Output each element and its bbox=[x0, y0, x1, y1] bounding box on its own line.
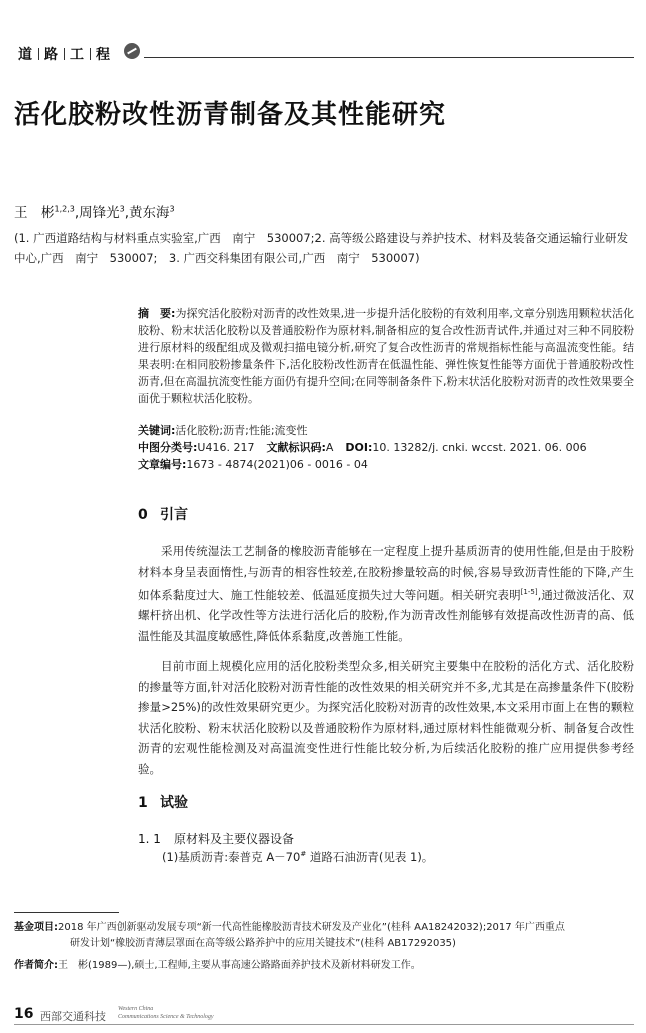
author-affil-sup: 3 bbox=[169, 204, 175, 214]
section-heading bbox=[138, 504, 188, 524]
journal-logo-icon bbox=[124, 43, 140, 59]
category-divider bbox=[90, 48, 91, 60]
author-affil-sup: 3 bbox=[119, 204, 125, 214]
funding-note bbox=[14, 920, 634, 952]
author-name: 周锋光 bbox=[79, 205, 120, 221]
paragraph: 目前市面上规模化应用的活化胶粉类型众多,相关研究主要集中在胶粉的活化方式、活化胶粉的掺量等方面,针对活化胶粉对沥青性能的改性效果的相关研究并不多,尤其是在高掺量条件下(胶粉掺量>25%)的改性效果研究更少。为探究活化胶粉对沥青的改性效果,本文采用市面上在售的颗粒状活化胶粉、粉末状活化胶粉以及普通胶粉作为原材料,通过原材料性能微观分析、制备复合改性沥青的宏观性能检测及对高温流变性进行性能比较分析,为后续活化胶粉的推广应用提供参考经验。 bbox=[138, 659, 634, 776]
page-number: 16 bbox=[14, 1006, 34, 1022]
author-affil-sup: 1,2,3 bbox=[54, 204, 75, 214]
keywords bbox=[138, 422, 634, 439]
author-name: 黄东海 bbox=[129, 205, 170, 221]
doc-code-label: 文献标识码: bbox=[266, 441, 326, 454]
funding-label: 基金项目: bbox=[14, 922, 58, 933]
list-item bbox=[162, 849, 433, 865]
keywords-label: 关键词: bbox=[138, 424, 176, 437]
paragraph bbox=[138, 541, 634, 646]
category-divider bbox=[38, 48, 39, 60]
journal-name-en-line: Western China bbox=[118, 1006, 154, 1012]
footnote-rule bbox=[14, 912, 119, 913]
header-rule bbox=[144, 57, 634, 58]
category-char: 程 bbox=[96, 47, 111, 63]
journal-name-en-line: Communications Science & Technology bbox=[118, 1014, 214, 1020]
category-char: 工 bbox=[70, 47, 85, 63]
subsection-title: 原材料及主要仪器设备 bbox=[174, 832, 295, 846]
author-bio-text: 王 彬(1989—),硕士,工程师,主要从事高速公路路面养护技术及新材料研发工作。 bbox=[58, 960, 421, 971]
list-item-text: 道路石油沥青(见表 1)。 bbox=[306, 850, 434, 864]
subsection-heading bbox=[138, 830, 294, 847]
category-char: 路 bbox=[44, 47, 59, 63]
doi-value: 10. 13282/j. cnki. wccst. 2021. 06. 006 bbox=[372, 441, 587, 454]
classification-line bbox=[138, 439, 634, 456]
clc-label: 中图分类号: bbox=[138, 441, 198, 454]
section-category bbox=[18, 44, 111, 64]
article-number-value: 1673 - 4874(2021)06 - 0016 - 04 bbox=[186, 458, 368, 471]
author-bio bbox=[14, 958, 634, 974]
journal-name-en bbox=[118, 1005, 214, 1021]
journal-name-cn: 西部交通科技 bbox=[40, 1010, 106, 1023]
category-char: 道 bbox=[18, 47, 33, 63]
article-title: 活化胶粉改性沥青制备及其性能研究 bbox=[14, 100, 447, 130]
subsection-number: 1. 1 bbox=[138, 832, 161, 846]
section-number: 1 bbox=[138, 795, 148, 811]
funding-text: 2018 年广西创新驱动发展专项“新一代高性能橡胶沥青技术研发及产业化”(桂科 AA18242032);2017 年广西重点 bbox=[58, 922, 565, 933]
doc-code-value: A bbox=[325, 441, 334, 454]
article-number-label: 文章编号: bbox=[138, 458, 187, 471]
section-number: 0 bbox=[138, 507, 148, 523]
list-item-text: (1)基质沥青:泰普克 A－70 bbox=[162, 850, 301, 864]
abstract bbox=[138, 305, 634, 407]
paragraph-text: ,通过微波活化、双螺杆挤出机、化学改性等方法进行活化后的胶粉,作为沥青改性剂能够有效提高改性沥青的高、低温性能及其温度敏感性,降低体系黏度,改善施工性能。 bbox=[138, 587, 635, 643]
clc-value: U416. 217 bbox=[197, 441, 255, 454]
article-number bbox=[138, 456, 634, 473]
author-separator: , bbox=[124, 205, 130, 221]
author-bio-label: 作者简介: bbox=[14, 960, 58, 971]
citation-ref: [1-5] bbox=[520, 588, 538, 596]
funding-text: 研发计划“橡胶沥青薄层罩面在高等级公路养护中的应用关键技术”(桂科 AB17292035) bbox=[70, 938, 456, 949]
paragraph-text: 采用传统湿法工艺制备的橡胶沥青能够在一定程度上提升基质沥青的使用性能,但是由于胶粉材料本身呈表面惰性,与沥青的相容性较差,在胶粉掺量较高的时候,容易导致沥青性能的下降,产生如体系黏度过大、施工性能较差、低温延度损失过大等问题。相关研究表明 bbox=[138, 544, 634, 602]
author-line bbox=[14, 201, 175, 221]
grade-sup: # bbox=[300, 850, 307, 859]
abstract-text: 为探究活化胶粉对沥青的改性效果,进一步提升活化胶粉的有效利用率,文章分别选用颗粒状活化胶粉、粉末状活化胶粉以及普通胶粉作为原材料,制备相应的复合改性沥青试件,并通过对三种不同胶粉进行原材料的级配组成及微观扫描电镜分析,研究了复合改性沥青的常规指标性能与高温流变性能。结果表明:在相同胶粉掺量条件下,活化胶粉改性沥青在低温性能、弹性恢复性能等方面优于普通胶粉改性沥青,但在高温抗流变性能方面仍有提升空间;在同等制备条件下,粉末状活化胶粉对沥青的改性效果要全面优于颗粒状活化胶粉。 bbox=[138, 307, 634, 405]
abstract-label: 摘 要: bbox=[138, 307, 176, 320]
doi-label: DOI: bbox=[345, 441, 373, 454]
author-separator: , bbox=[74, 205, 80, 221]
category-divider bbox=[64, 48, 65, 60]
affiliations: (1. 广西道路结构与材料重点实验室,广西 南宁 530007;2. 高等级公路建设与养护技术、材料及装备交通运输行业研发中心,广西 南宁 530007; 3. 广西交科集团有限公司,广西 南宁 530007) bbox=[14, 231, 629, 265]
keywords-text: 活化胶粉;沥青;性能;流变性 bbox=[175, 424, 308, 437]
section-heading bbox=[138, 792, 188, 812]
section-title: 引言 bbox=[160, 507, 188, 523]
author-name: 王 彬 bbox=[14, 205, 55, 221]
section-title: 试验 bbox=[160, 795, 188, 811]
footer-rule bbox=[14, 1024, 634, 1025]
